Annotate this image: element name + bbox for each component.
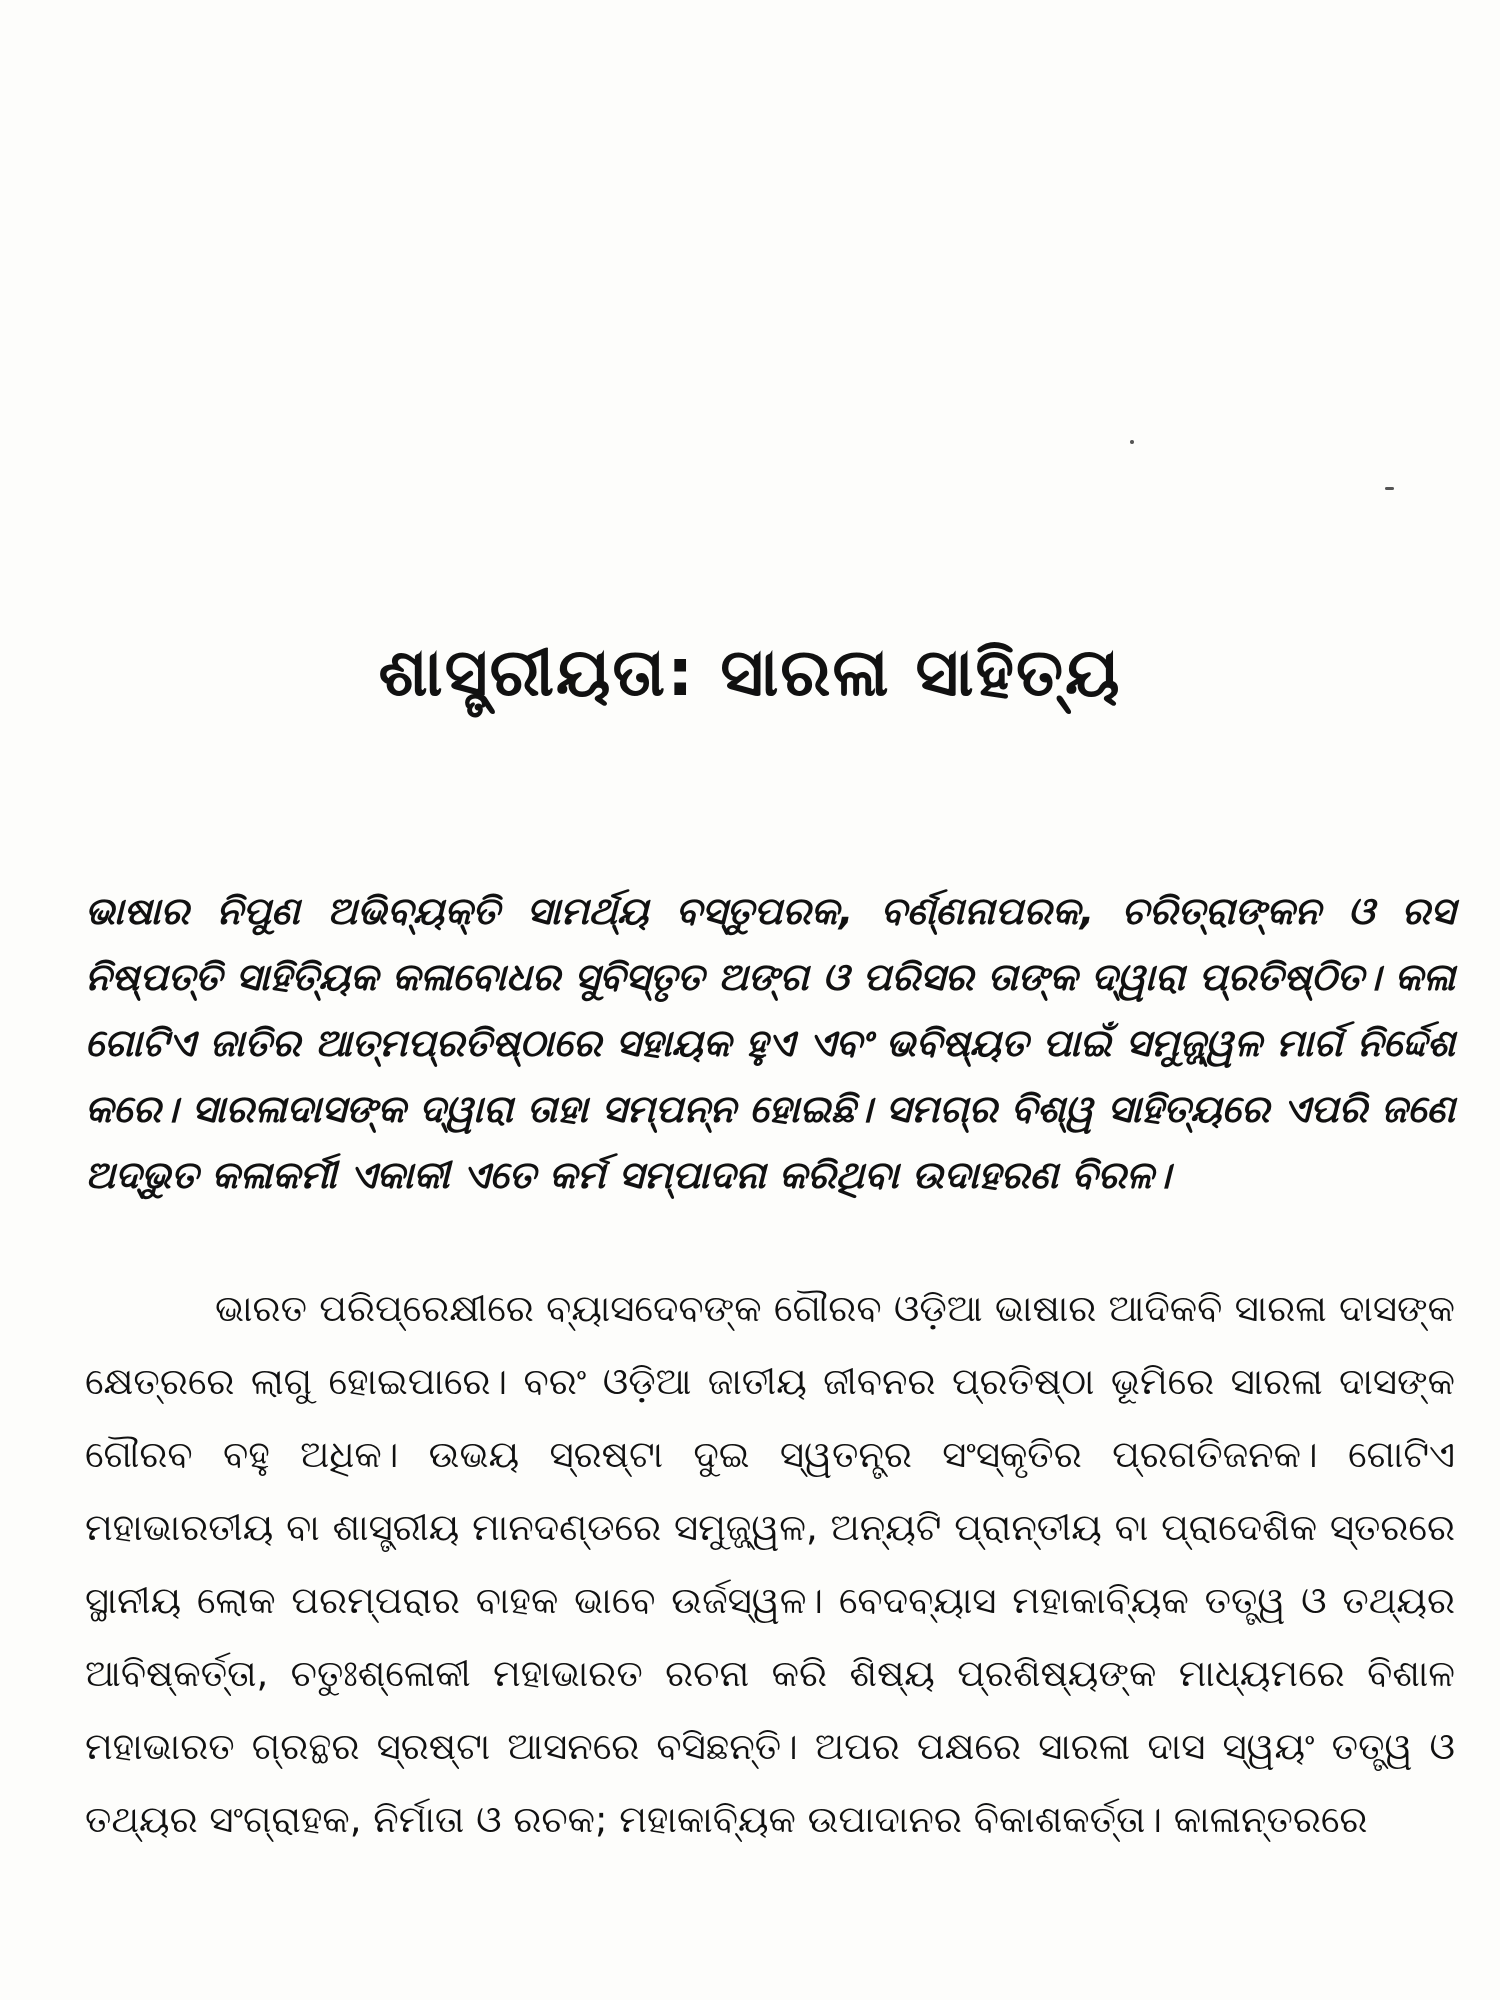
body-paragraph: ଭାରତ ପରିପ୍ରେକ୍ଷୀରେ ବ୍ୟାସଦେବଙ୍କ ଗୌରବ ଓଡ଼ିଆ ଭାଷାର ଆଦିକବି ସାରଳା ଦାସଙ୍କ କ୍ଷେତ୍ରରେ ଲାଗୁ ହୋଇପାରେ। ବରଂ ଓଡ଼ିଆ ଜାତୀୟ ଜୀବନର ପ୍ରତିଷ୍ଠା ଭୂମିରେ ସାରଳା ଦାସଙ୍କ ଗୌରବ ବହୁ ଅଧିକ। ଉଭୟ ସ୍ରଷ୍ଟା ଦୁଇ ସ୍ୱତନ୍ତ୍ର ସଂସ୍କୃତିର ପ୍ରଗତିଜନକ। ଗୋଟିଏ ମହାଭାରତୀୟ ବା ଶାସ୍ତ୍ରୀୟ ମାନଦଣ୍ଡରେ ସମୁଜ୍ଜ୍ୱଳ, ଅନ୍ୟଟି ପ୍ରାନ୍ତୀୟ ବା ପ୍ରାଦେଶିକ ସ୍ତରରେ ସ୍ଥାନୀୟ ଲୋକ ପରମ୍ପରାର ବାହକ ଭାବେ ଉର୍ଜସ୍ୱଳ। ବେଦବ୍ୟାସ ମହାକାବ୍ୟିକ ତତ୍ତ୍ୱ ଓ ତଥ୍ୟର ଆବିଷ୍କର୍ତ୍ତା, ଚତୁଃଶ୍ଳୋକୀ ମହାଭାରତ ରଚନା କରି ଶିଷ୍ୟ ପ୍ରଶିଷ୍ୟଙ୍କ ମାଧ୍ୟମରେ ବିଶାଳ ମହାଭାରତ ଗ୍ରନ୍ଥର ସ୍ରଷ୍ଟା ଆସନରେ ବସିଛନ୍ତି। ଅପର ପକ୍ଷରେ ସାରଳା ଦାସ ସ୍ୱୟଂ ତତ୍ତ୍ୱ ଓ ତଥ୍ୟର ସଂଗ୍ରାହକ, ନିର୍ମାତା ଓ ରଚକ; ମହାକାବ୍ୟିକ ଉପାଦାନର ବିକାଶକର୍ତ୍ତା। କାଳାନ୍ତରରେ (85, 1287, 1455, 1841)
scan-speck (1130, 440, 1134, 444)
intro-paragraph: ଭାଷାର ନିପୁଣ ଅଭିବ୍ୟକ୍ତି ସାମର୍ଥ୍ୟ ବସ୍ତୁପରକ, ବର୍ଣ୍ଣନାପରକ, ଚରିତ୍ରାଙ୍କନ ଓ ରସ ନିଷ୍ପତ୍ତି ସାହିତ୍ୟିକ କଳାବୋଧର ସୁବିସ୍ତୃତ ଅଙ୍ଗ ଓ ପରିସର ତାଙ୍କ ଦ୍ୱାରା ପ୍ରତିଷ୍ଠିତ। କଳା ଗୋଟିଏ ଜାତିର ଆତ୍ମପ୍ରତିଷ୍ଠାରେ ସହାୟକ ହୁଏ ଏବଂ ଭବିଷ୍ୟତ ପାଇଁ ସମୁଜ୍ଜ୍ୱଳ ମାର୍ଗ ନିର୍ଦ୍ଦେଶ କରେ। ସାରଳାଦାସଙ୍କ ଦ୍ୱାରା ତାହା ସମ୍ପନ୍ନ ହୋଇଛି। ସମଗ୍ର ବିଶ୍ୱ ସାହିତ୍ୟରେ ଏପରି ଜଣେ ଅଦ୍ଭୁତ କଳାକର୍ମୀ ଏକାକୀ ଏତେ କର୍ମ ସମ୍ପାଦନା କରିଥିବା ଉଦାହରଣ ବିରଳ। (85, 889, 1455, 1197)
page-title: ଶାସ୍ତ୍ରୀୟତା: ସାରଳା ସାହିତ୍ୟ (378, 634, 1122, 712)
scan-speck (1385, 487, 1394, 490)
